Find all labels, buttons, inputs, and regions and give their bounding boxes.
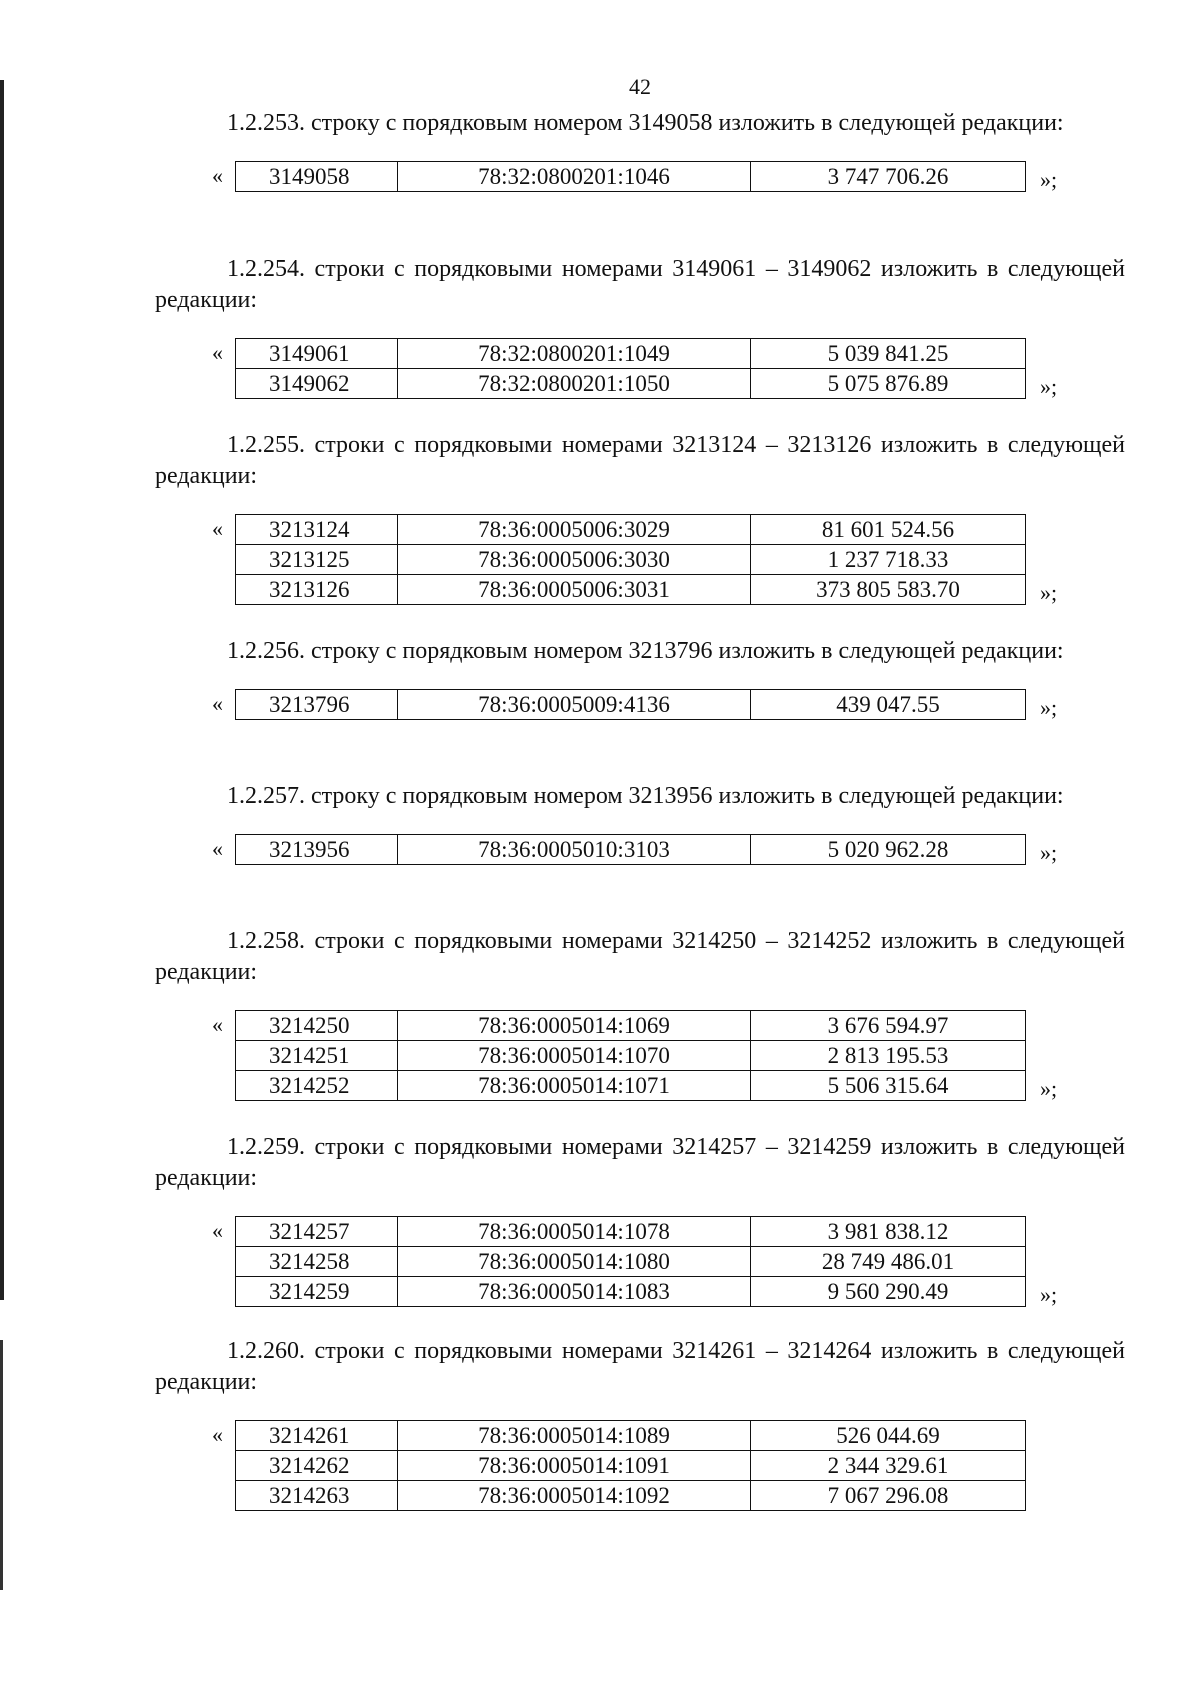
amendment-paragraph: 1.2.255. строки с порядковыми номерами 3213124 – 3213126 изложить в следующей редакции: [155, 432, 1125, 489]
amendment-paragraph: 1.2.253. строку с порядковым номером 3149058 изложить в следующей редакции: [227, 110, 1064, 136]
row-number-cell: 3214251 [236, 1041, 398, 1071]
registry-table [235, 161, 1026, 192]
value-cell: 373 805 583.70 [751, 575, 1026, 605]
value-cell: 439 047.55 [751, 690, 1026, 720]
scan-edge [0, 1340, 3, 1590]
table-row [236, 1247, 1026, 1277]
row-number-cell: 3214261 [236, 1421, 398, 1451]
cadastral-number-cell: 78:36:0005014:1083 [398, 1277, 751, 1307]
cadastral-number-cell: 78:36:0005014:1092 [398, 1481, 751, 1511]
open-quote: « [212, 340, 223, 365]
cadastral-number-cell: 78:36:0005006:3031 [398, 575, 751, 605]
row-number-cell: 3213796 [236, 690, 398, 720]
close-quote: »; [1040, 167, 1058, 192]
registry-table [235, 1420, 1026, 1511]
amendment-section [155, 781, 1125, 865]
quoted-table-block [155, 161, 1125, 192]
close-quote: »; [1040, 1076, 1058, 1101]
cadastral-number-cell: 78:36:0005006:3029 [398, 515, 751, 545]
value-cell: 2 813 195.53 [751, 1041, 1026, 1071]
row-number-cell: 3213126 [236, 575, 398, 605]
cadastral-number-cell: 78:36:0005014:1089 [398, 1421, 751, 1451]
scan-edge [0, 80, 4, 1300]
value-cell: 1 237 718.33 [751, 545, 1026, 575]
value-cell: 81 601 524.56 [751, 515, 1026, 545]
table-row [236, 545, 1026, 575]
amendment-paragraph: 1.2.256. строку с порядковым номером 3213796 изложить в следующей редакции: [227, 638, 1064, 664]
cadastral-number-cell: 78:32:0800201:1050 [398, 369, 751, 399]
registry-table [235, 338, 1026, 399]
cadastral-number-cell: 78:36:0005014:1080 [398, 1247, 751, 1277]
open-quote: « [212, 836, 223, 861]
open-quote: « [212, 163, 223, 188]
open-quote: « [212, 1218, 223, 1243]
quoted-table-block [155, 689, 1125, 720]
cadastral-number-cell: 78:36:0005014:1070 [398, 1041, 751, 1071]
row-number-cell: 3214263 [236, 1481, 398, 1511]
value-cell: 28 749 486.01 [751, 1247, 1026, 1277]
table-row [236, 515, 1026, 545]
row-number-cell: 3214258 [236, 1247, 398, 1277]
amendment-paragraph: 1.2.257. строку с порядковым номером 3213956 изложить в следующей редакции: [227, 783, 1064, 809]
value-cell: 9 560 290.49 [751, 1277, 1026, 1307]
quoted-table-block [155, 834, 1125, 865]
row-number-cell: 3214257 [236, 1217, 398, 1247]
cadastral-number-cell: 78:32:0800201:1049 [398, 339, 751, 369]
amendment-paragraph: 1.2.254. строки с порядковыми номерами 3149061 – 3149062 изложить в следующей редакции: [155, 256, 1125, 313]
cadastral-number-cell: 78:36:0005014:1069 [398, 1011, 751, 1041]
amendment-section [155, 636, 1125, 720]
open-quote: « [212, 691, 223, 716]
value-cell: 5 039 841.25 [751, 339, 1026, 369]
value-cell: 3 747 706.26 [751, 162, 1026, 192]
value-cell: 5 506 315.64 [751, 1071, 1026, 1101]
quoted-table-block [155, 1216, 1125, 1307]
value-cell: 7 067 296.08 [751, 1481, 1026, 1511]
cadastral-number-cell: 78:36:0005014:1078 [398, 1217, 751, 1247]
quoted-table-block [155, 514, 1125, 605]
table-row [236, 1277, 1026, 1307]
row-number-cell: 3149058 [236, 162, 398, 192]
table-row [236, 835, 1026, 865]
amendment-section [155, 1336, 1125, 1511]
open-quote: « [212, 1012, 223, 1037]
close-quote: »; [1040, 374, 1058, 399]
row-number-cell: 3149062 [236, 369, 398, 399]
cadastral-number-cell: 78:36:0005006:3030 [398, 545, 751, 575]
table-row [236, 1011, 1026, 1041]
close-quote: »; [1040, 695, 1058, 720]
value-cell: 526 044.69 [751, 1421, 1026, 1451]
table-row [236, 1071, 1026, 1101]
cadastral-number-cell: 78:36:0005014:1091 [398, 1451, 751, 1481]
open-quote: « [212, 1422, 223, 1447]
table-row [236, 690, 1026, 720]
registry-table [235, 689, 1026, 720]
quoted-table-block [155, 1010, 1125, 1101]
table-row [236, 162, 1026, 192]
row-number-cell: 3213956 [236, 835, 398, 865]
amendment-paragraph: 1.2.259. строки с порядковыми номерами 3214257 – 3214259 изложить в следующей редакции: [155, 1134, 1125, 1191]
amendment-section [155, 430, 1125, 605]
amendment-section [155, 108, 1125, 192]
row-number-cell: 3214262 [236, 1451, 398, 1481]
table-row [236, 1041, 1026, 1071]
close-quote: »; [1040, 580, 1058, 605]
registry-table [235, 1216, 1026, 1307]
cadastral-number-cell: 78:36:0005014:1071 [398, 1071, 751, 1101]
amendment-paragraph: 1.2.258. строки с порядковыми номерами 3214250 – 3214252 изложить в следующей редакции: [155, 928, 1125, 985]
registry-table [235, 514, 1026, 605]
close-quote: »; [1040, 1282, 1058, 1307]
quoted-table-block [155, 338, 1125, 399]
amendment-section [155, 1132, 1125, 1307]
registry-table [235, 834, 1026, 865]
cadastral-number-cell: 78:36:0005010:3103 [398, 835, 751, 865]
value-cell: 3 676 594.97 [751, 1011, 1026, 1041]
table-row [236, 1217, 1026, 1247]
close-quote: »; [1040, 840, 1058, 865]
value-cell: 5 020 962.28 [751, 835, 1026, 865]
page-number: 42 [629, 74, 651, 99]
table-row [236, 1481, 1026, 1511]
table-row [236, 369, 1026, 399]
row-number-cell: 3213125 [236, 545, 398, 575]
open-quote: « [212, 516, 223, 541]
row-number-cell: 3214252 [236, 1071, 398, 1101]
cadastral-number-cell: 78:36:0005009:4136 [398, 690, 751, 720]
row-number-cell: 3214259 [236, 1277, 398, 1307]
cadastral-number-cell: 78:32:0800201:1046 [398, 162, 751, 192]
table-row [236, 575, 1026, 605]
table-row [236, 339, 1026, 369]
value-cell: 5 075 876.89 [751, 369, 1026, 399]
table-row [236, 1421, 1026, 1451]
value-cell: 3 981 838.12 [751, 1217, 1026, 1247]
table-row [236, 1451, 1026, 1481]
quoted-table-block [155, 1420, 1125, 1511]
amendment-section [155, 926, 1125, 1101]
registry-table [235, 1010, 1026, 1101]
row-number-cell: 3149061 [236, 339, 398, 369]
row-number-cell: 3214250 [236, 1011, 398, 1041]
value-cell: 2 344 329.61 [751, 1451, 1026, 1481]
row-number-cell: 3213124 [236, 515, 398, 545]
amendment-paragraph: 1.2.260. строки с порядковыми номерами 3214261 – 3214264 изложить в следующей редакции: [155, 1338, 1125, 1395]
amendment-section [155, 254, 1125, 399]
